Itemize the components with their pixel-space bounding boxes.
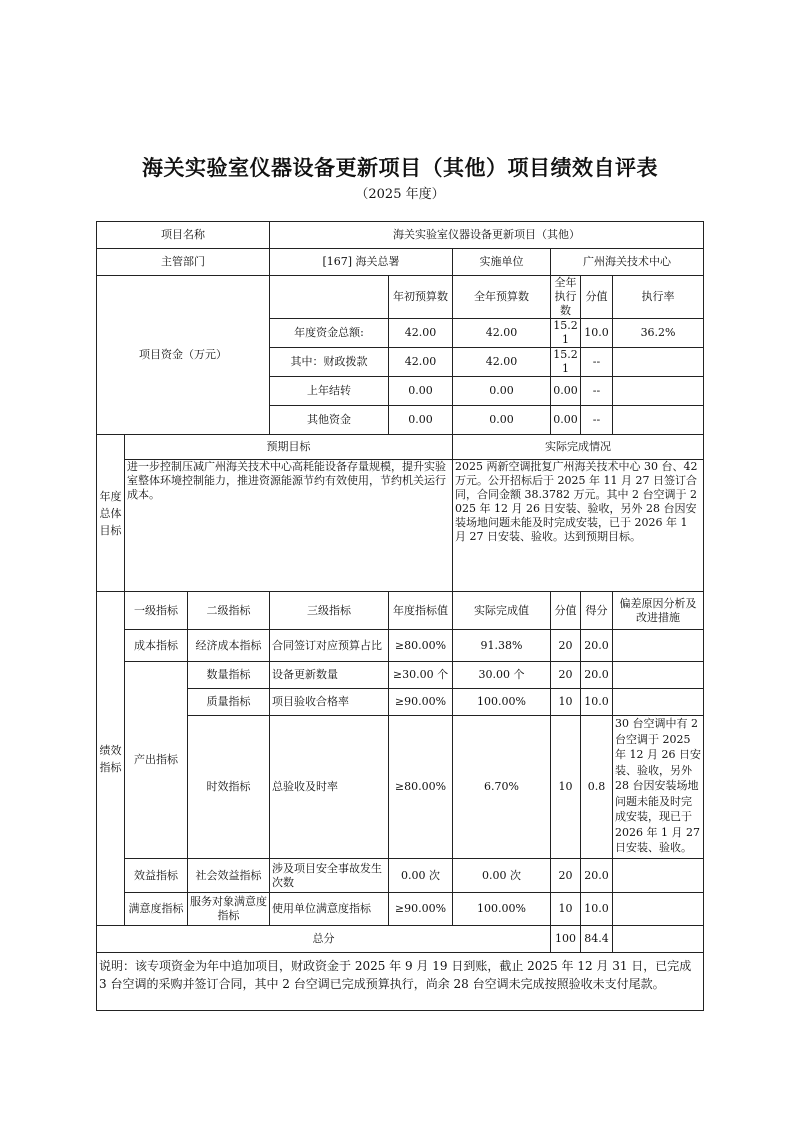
indicator-score: 10.0 [581,689,613,716]
indicator-actual: 6.70% [453,716,551,859]
funds-row-name: 其他资金 [270,406,389,435]
indicator-points: 20 [551,630,581,662]
total-reason-blank [613,926,704,953]
indicator-l2: 数量指标 [188,662,270,689]
funds-header-rate: 执行率 [613,276,704,319]
note-row [97,953,704,1011]
goals-actual-header: 实际完成情况 [453,435,704,460]
indicator-actual: 30.00 个 [453,662,551,689]
funds-row-annual: 42.00 [453,348,551,377]
indicator-l3: 总验收及时率 [270,716,389,859]
indicator-l3: 设备更新数量 [270,662,389,689]
indicator-target: ≥80.00% [389,716,453,859]
indicator-target: 0.00 次 [389,859,453,893]
note-text: 说明：该专项资金为年中追加项目，财政资金于 2025 年 9 月 19 日到账，截止 2025 年 12 月 31 日，已完成 3 台空调的采购并签订合同，其中 2 台空调已完成预算执行，尚余 28 台空调未完成按照验收未支付尾款。 [97,953,704,1011]
goals-expected-header: 预期目标 [125,435,453,460]
indicator-l3: 涉及项目安全事故发生次数 [270,859,389,893]
indicator-reason [613,859,704,893]
funds-row-annual: 42.00 [453,319,551,348]
indicator-points: 10 [551,716,581,859]
indicator-actual: 100.00% [453,689,551,716]
project-name-label: 项目名称 [97,222,270,249]
funds-header-points: 分值 [581,276,613,319]
funds-header-initial: 年初预算数 [389,276,453,319]
page-title: 海关实验室仪器设备更新项目（其他）项目绩效自评表 [142,155,658,180]
funds-row-initial: 42.00 [389,348,453,377]
indicator-l2: 社会效益指标 [188,859,270,893]
implementer-value: 广州海关技术中心 [551,249,704,276]
project-name-value: 海关实验室仪器设备更新项目（其他） [270,222,704,249]
indicator-row [97,630,704,662]
indicator-l2: 经济成本指标 [188,630,270,662]
indicator-score: 20.0 [581,859,613,893]
indicator-points: 20 [551,662,581,689]
indicator-l3: 合同签订对应预算占比 [270,630,389,662]
indicator-row [97,893,704,926]
indicator-row [97,859,704,893]
indicators-header-reason: 偏差原因分析及改进措施 [613,592,704,630]
indicators-header-l1: 一级指标 [125,592,188,630]
funds-row-executed: 15.21 [551,348,581,377]
page-subtitle: （2025 年度） [355,187,445,202]
funds-row-name: 上年结转 [270,377,389,406]
goals-label: 年度总体目标 [97,435,125,592]
goals-actual-text: 2025 两新空调批复广州海关技术中心 30 台、42 万元。公开招标后于 2025 年 11 月 27 日签订合同，合同金额 38.3782 万元。其中 2 台空调于 2025 年 12 月 26 日安装、验收，另外 28 台因安装场地问题未能及时完成安装，已于 2026 年 1 月 27 日安装、验收。达到预期目标。 [453,460,704,592]
total-score: 84.4 [581,926,613,953]
goals-expected-text: 进一步控制压减广州海关技术中心高耗能设备存量规模，提升实验室整体环境控制能力，推进资源能源节约有效使用，节约机关运行成本。 [125,460,453,592]
indicator-target: ≥30.00 个 [389,662,453,689]
indicator-l1-output: 产出指标 [125,662,188,859]
funds-header-row [97,276,704,319]
funds-row-initial: 0.00 [389,406,453,435]
indicators-label: 绩效指标 [97,592,125,926]
indicator-reason: 30 台空调中有 2 台空调于 2025 年 12 月 26 日安装、验收，另外 28 台因安装场地问题未能及时完成安装，现已于 2026 年 1 月 27 日安装、验收。 [613,716,704,859]
indicator-reason [613,662,704,689]
indicator-score: 20.0 [581,630,613,662]
funds-row-initial: 42.00 [389,319,453,348]
project-name-row [97,222,704,249]
indicator-score: 0.8 [581,716,613,859]
indicators-header-actual: 实际完成值 [453,592,551,630]
indicator-score: 10.0 [581,893,613,926]
indicator-l2: 质量指标 [188,689,270,716]
indicators-header-row [97,592,704,630]
funds-row-rate [613,377,704,406]
funds-row-points: -- [581,377,613,406]
indicator-reason [613,893,704,926]
indicator-target: ≥90.00% [389,893,453,926]
funds-row-initial: 0.00 [389,377,453,406]
indicator-points: 10 [551,689,581,716]
indicators-header-l2: 二级指标 [188,592,270,630]
indicator-l3: 使用单位满意度指标 [270,893,389,926]
indicator-row [97,689,704,716]
funds-row-rate: 36.2% [613,319,704,348]
department-row [97,249,704,276]
funds-row-executed: 0.00 [551,377,581,406]
indicator-points: 20 [551,859,581,893]
indicators-header-points: 分值 [551,592,581,630]
indicator-row [97,716,704,859]
indicator-l1-cost: 成本指标 [125,630,188,662]
indicator-reason [613,689,704,716]
evaluation-table [96,221,704,1011]
indicator-l3: 项目验收合格率 [270,689,389,716]
funds-row-points: -- [581,348,613,377]
funds-header-executed: 全年执行数 [551,276,581,319]
indicators-header-score: 得分 [581,592,613,630]
funds-row-points: -- [581,406,613,435]
total-row [97,926,704,953]
goals-header-row [97,435,704,460]
indicator-l1-benefit: 效益指标 [125,859,188,893]
funds-header-annual: 全年预算数 [453,276,551,319]
funds-label: 项目资金（万元） [97,276,270,435]
indicator-reason [613,630,704,662]
indicator-actual: 91.38% [453,630,551,662]
indicators-header-target: 年度指标值 [389,592,453,630]
indicator-score: 20.0 [581,662,613,689]
funds-row-rate [613,406,704,435]
funds-header-blank [270,276,389,319]
goals-content-row [97,460,704,592]
funds-row-points: 10.0 [581,319,613,348]
total-label: 总分 [97,926,551,953]
funds-row-rate [613,348,704,377]
indicator-l2: 时效指标 [188,716,270,859]
funds-row-executed: 0.00 [551,406,581,435]
funds-row-name: 年度资金总额: [270,319,389,348]
indicator-l2: 服务对象满意度指标 [188,893,270,926]
indicator-row [97,662,704,689]
indicator-l1-satisfaction: 满意度指标 [125,893,188,926]
implementer-label: 实施单位 [453,249,551,276]
indicator-target: ≥80.00% [389,630,453,662]
funds-row-annual: 0.00 [453,377,551,406]
funds-row-executed: 15.21 [551,319,581,348]
indicator-actual: 0.00 次 [453,859,551,893]
funds-row-annual: 0.00 [453,406,551,435]
indicators-header-l3: 三级指标 [270,592,389,630]
total-points: 100 [551,926,581,953]
indicator-actual: 100.00% [453,893,551,926]
indicator-points: 10 [551,893,581,926]
funds-row-name: 其中：财政拨款 [270,348,389,377]
indicator-target: ≥90.00% [389,689,453,716]
department-label: 主管部门 [97,249,270,276]
department-value: [167] 海关总署 [270,249,453,276]
